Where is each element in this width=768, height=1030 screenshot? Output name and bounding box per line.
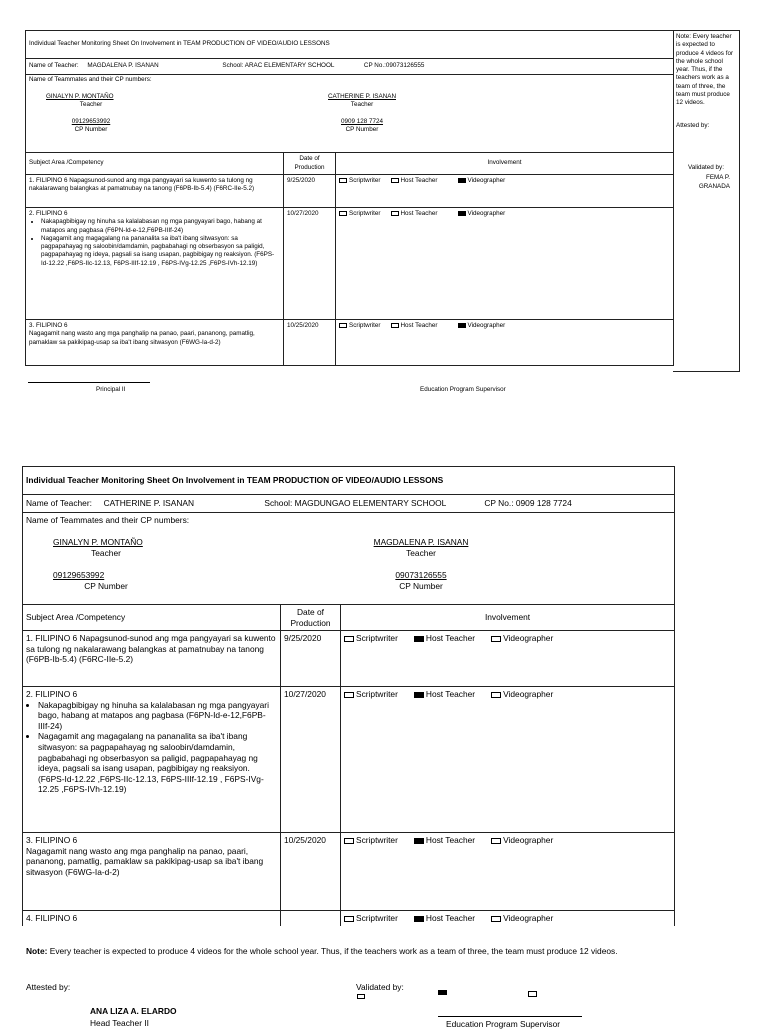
sheet-2-note: Note: Every teacher is expected to produce 4 videos for the whole school year. Thus, if the teachers work as a team of three, the team must produce 12 videos. <box>26 946 618 956</box>
row-1-competency: 1. FILIPINO 6 Napagsunod-sunod ang mga pangyayari sa kuwento sa tulong ng nakalarawang balangkas at pamatnubay na tanong (F6PB-Ib-5.4) (F6RC-IIe-5.2) <box>26 175 284 208</box>
checkbox-empty-icon <box>339 323 347 328</box>
sheet-2-attested: Attested by: <box>26 982 71 992</box>
sheet-2 <box>22 466 675 926</box>
scriptwriter-checkbox[interactable]: Scriptwriter <box>339 177 381 185</box>
checkbox-empty-icon <box>391 211 399 216</box>
checkbox-filled-icon <box>414 692 424 698</box>
row-3-competency: 3. FILIPINO 6 Nagagamit nang wasto ang mga panghalip na panao, paari, pananong, pamatlig, pamaklaw sa pakikipag-usap sa iba't ibang sitwasyon (F6WG-Ia-d-2) <box>26 320 284 366</box>
checkbox-empty-icon <box>391 178 399 183</box>
checkbox-empty-icon <box>344 692 354 698</box>
scriptwriter-checkbox[interactable]: Scriptwriter <box>344 913 398 924</box>
checkbox-filled-icon <box>438 990 447 995</box>
checkbox-empty-icon <box>344 838 354 844</box>
checkbox-empty-icon <box>339 178 347 183</box>
eps-label-1: Education Program Supervisor <box>420 386 506 393</box>
principal-label: Principal II <box>96 386 126 393</box>
sheet-2-title: Individual Teacher Monitoring Sheet On Involvement in TEAM PRODUCTION OF VIDEO/AUDIO LESSONS <box>23 467 675 495</box>
checkbox-empty-icon <box>491 838 501 844</box>
teammate-1: GINALYN P. MONTAÑO Teacher 09129653992 CP Number <box>46 93 114 133</box>
sheet-1-teammates <box>26 75 674 153</box>
row-2-bullet-1: • Nakapagbibigay ng hinuha sa kalalabasan ng mga pangyayari bago, habang at matapos ang pagbasa (F6PN-Id-e-12,F6PB-IIIf-24) <box>38 700 277 732</box>
teacher-name: CATHERINE P. ISANAN <box>103 498 195 509</box>
host-teacher-checkbox[interactable]: Host Teacher <box>414 689 475 700</box>
videographer-checkbox[interactable]: Videographer <box>458 322 506 330</box>
videographer-checkbox[interactable]: Videographer <box>491 633 553 644</box>
row-2-competency: 2. FILIPINO 6 • Nakapagbibigay ng hinuha sa kalalabasan ng mga pangyayari bago, habang at matapos ang pagbasa (F6PN-Id-e-12,F6PB-IIIf-24) • Nagagamit ang magagalang na pananalita sa iba't ibang sitwasyon: sa pagpapahayag ng saloobin/damdamin, pagbabahagi ng obserbasyon sa paligid, pagpapahayag ng ideya, pagsali sa isang usapan, pagbibigay ng reaksiyon. (F6PS-Id-12.22 ,F6PS-IIc-12.13, F6PS-IIIf-12.19 , F6PS-IVg-12.25 ,F6PS-IVh-12.19) <box>23 687 281 833</box>
row-2-bullet-2: • Nagagamit ang magagalang na pananalita sa iba't ibang sitwasyon: sa pagpapahayag ng saloobin/damdamin, pagbabahagi ng obserbasyon sa paligid, pagpapahayag ng ideya, pagsali sa isang usapan, pagbibigay ng reaksiyon. (F6PS-Id-12.22 ,F6PS-IIc-12.13, F6PS-IIIf-12.19 , F6PS-IVg-12.25 ,F6PS-IVh-12.19) <box>41 235 280 268</box>
checkbox-empty-icon <box>491 916 501 922</box>
col-subject-header: Subject Area /Competency <box>26 153 284 175</box>
videographer-checkbox[interactable]: Videographer <box>491 913 553 924</box>
row-2-competency: 2. FILIPINO 6 • Nakapagbibigay ng hinuha sa kalalabasan ng mga pangyayari bago, habang at matapos ang pagbasa (F6PN-Id-e-12,F6PB-IIIf-24) • Nagagamit ang magagalang na pananalita sa iba't ibang sitwasyon: sa pagpapahayag ng saloobin/damdamin, pagbabahagi ng obserbasyon sa paligid, pagpapahayag ng ideya, pagsali sa isang usapan, pagbibigay ng reaksiyon. (F6PS-Id-12.22 ,F6PS-IIc-12.13, F6PS-IIIf-12.19 , F6PS-IVg-12.25 ,F6PS-IVh-12.19) <box>26 208 284 320</box>
row-2-bullet-1: • Nakapagbibigay ng hinuha sa kalalabasan ng mga pangyayari bago, habang at matapos ang pagbasa (F6PN-Id-e-12,F6PB-IIIf-24) <box>41 218 280 235</box>
checkbox-empty-icon <box>391 323 399 328</box>
teammate-2: MAGDALENA P. ISANAN Teacher 09073126555 CP Number <box>373 537 469 591</box>
checkbox-filled-icon <box>414 838 424 844</box>
checkbox-empty-icon <box>339 211 347 216</box>
side-note-box <box>673 30 740 372</box>
row-3-involvement <box>336 320 674 366</box>
sheet-2-validated: Validated by: <box>356 982 404 992</box>
checkbox-filled-icon <box>458 323 466 328</box>
row-2-date: 10/27/2020 <box>281 687 341 833</box>
sheet-2-teacher-row: Name of Teacher: CATHERINE P. ISANAN School: MAGDUNGAO ELEMENTARY SCHOOL CP No.: 0909 128 7724 <box>23 495 675 513</box>
scriptwriter-checkbox[interactable]: Scriptwriter <box>339 210 381 218</box>
scriptwriter-checkbox[interactable]: Scriptwriter <box>344 835 398 846</box>
row-1-competency: 1. FILIPINO 6 Napagsunod-sunod ang mga pangyayari sa kuwento sa tulong ng nakalarawang balangkas at pamatnubay na tanong (F6PB-Ib-5.4) (F6RC-IIe-5.2) <box>23 631 281 687</box>
side-validated: Validated by: <box>688 163 724 171</box>
videographer-checkbox[interactable]: Videographer <box>458 210 506 218</box>
signer-name: ANA LIZA A. ELARDO <box>90 1006 177 1016</box>
row-1-date: 9/25/2020 <box>281 631 341 687</box>
host-teacher-checkbox[interactable]: Host Teacher <box>391 177 438 185</box>
checkbox-filled-icon <box>414 916 424 922</box>
col-involvement-header: Involvement <box>336 153 674 175</box>
col-involvement-header: Involvement <box>341 605 675 631</box>
checkbox-filled-icon <box>458 211 466 216</box>
teammate-2: CATHERINE P. ISANAN Teacher 0909 128 7724 CP Number <box>328 93 396 133</box>
row-3-competency: 3. FILIPINO 6 Nagagamit nang wasto ang mga panghalip na panao, paari, pananong, pamatlig, pamaklaw sa pakikipag-usap sa iba't ibang sitwasyon (F6WG-Ia-d-2) <box>23 833 281 911</box>
host-teacher-checkbox[interactable]: Host Teacher <box>391 322 438 330</box>
videographer-checkbox[interactable]: Videographer <box>458 177 506 185</box>
scriptwriter-checkbox[interactable]: Scriptwriter <box>344 689 398 700</box>
sheet-1 <box>25 30 674 366</box>
row-1-involvement <box>336 175 674 208</box>
col-subject-header: Subject Area /Competency <box>23 605 281 631</box>
checkbox-empty-icon <box>344 916 354 922</box>
sheet-1-teacher-row: Name of Teacher: MAGDALENA P. ISANAN School: ARAC ELEMENTARY SCHOOL CP No.:09073126555 <box>26 59 674 75</box>
checkbox-empty-icon <box>344 636 354 642</box>
row-2-date: 10/27/2020 <box>284 208 336 320</box>
sheet-1-table <box>25 30 674 366</box>
cp-number: CP No.:09073126555 <box>363 62 425 70</box>
host-teacher-checkbox[interactable]: Host Teacher <box>414 633 475 644</box>
side-attested: Attested by: <box>676 121 710 129</box>
checkbox-filled-icon <box>414 636 424 642</box>
scriptwriter-checkbox[interactable]: Scriptwriter <box>339 322 381 330</box>
row-1-involvement <box>341 631 675 687</box>
teammate-1: GINALYN P. MONTAÑO Teacher 09129653992 CP Number <box>53 537 143 591</box>
row-3-date: 10/25/2020 <box>281 833 341 911</box>
eps-signature-line <box>438 1016 582 1017</box>
eps-label-2: Education Program Supervisor <box>446 1019 561 1029</box>
school-name: School: MAGDUNGAO ELEMENTARY SCHOOL <box>264 498 447 509</box>
teammates-label: Name of Teammates and their CP numbers: <box>29 76 152 83</box>
signer-role: Head Teacher II <box>90 1018 149 1028</box>
sheet-2-table <box>22 466 675 926</box>
checkbox-empty-icon <box>491 692 501 698</box>
teacher-name: MAGDALENA P. ISANAN <box>87 62 159 70</box>
col-date-header: Date of Production <box>284 153 336 175</box>
videographer-checkbox[interactable]: Videographer <box>491 689 553 700</box>
sheet-2-teammates <box>23 513 675 605</box>
row-3-involvement <box>341 833 675 911</box>
scriptwriter-checkbox[interactable]: Scriptwriter <box>344 633 398 644</box>
teammates-label: Name of Teammates and their CP numbers: <box>26 515 190 525</box>
host-teacher-checkbox[interactable]: Host Teacher <box>414 835 475 846</box>
checkbox-empty-icon <box>491 636 501 642</box>
checkbox-empty-icon <box>528 991 537 997</box>
checkbox-filled-icon <box>458 178 466 183</box>
side-validator: FEMA P. GRANADA <box>698 174 730 190</box>
cp-number: CP No.: 0909 128 7724 <box>484 498 572 509</box>
row-2-involvement <box>341 687 675 833</box>
row-4-competency: 4. FILIPINO 6 <box>23 911 281 926</box>
col-date-header: Date of Production <box>281 605 341 631</box>
school-name: School: ARAC ELEMENTARY SCHOOL <box>222 62 335 70</box>
host-teacher-checkbox[interactable]: Host Teacher <box>414 913 475 924</box>
row-3-date: 10/25/2020 <box>284 320 336 366</box>
videographer-checkbox[interactable]: Videographer <box>491 835 553 846</box>
checkbox-empty-icon <box>357 994 365 999</box>
row-2-involvement <box>336 208 674 320</box>
row-1-date: 9/25/2020 <box>284 175 336 208</box>
sheet-1-title: Individual Teacher Monitoring Sheet On Involvement in TEAM PRODUCTION OF VIDEO/AUDIO LESSONS <box>26 31 674 59</box>
host-teacher-checkbox[interactable]: Host Teacher <box>391 210 438 218</box>
row-2-bullet-2: • Nagagamit ang magagalang na pananalita sa iba't ibang sitwasyon: sa pagpapahayag ng saloobin/damdamin, pagbabahagi ng obserbasyon sa paligid, pagpapahayag ng ideya, pagsali sa isang usapan, pagbibigay ng reaksiyon. (F6PS-Id-12.22 ,F6PS-IIc-12.13, F6PS-IIIf-12.19 , F6PS-IVg-12.25 ,F6PS-IVh-12.19) <box>38 731 277 795</box>
row-4-date <box>281 911 341 926</box>
principal-signature-line <box>28 382 150 383</box>
row-4-involvement <box>341 911 675 926</box>
side-note: Note: Every teacher is expected to produce 4 videos for the whole school year. Thus, if the teachers work as a team of three, the team must produce 12 videos. <box>676 33 734 107</box>
